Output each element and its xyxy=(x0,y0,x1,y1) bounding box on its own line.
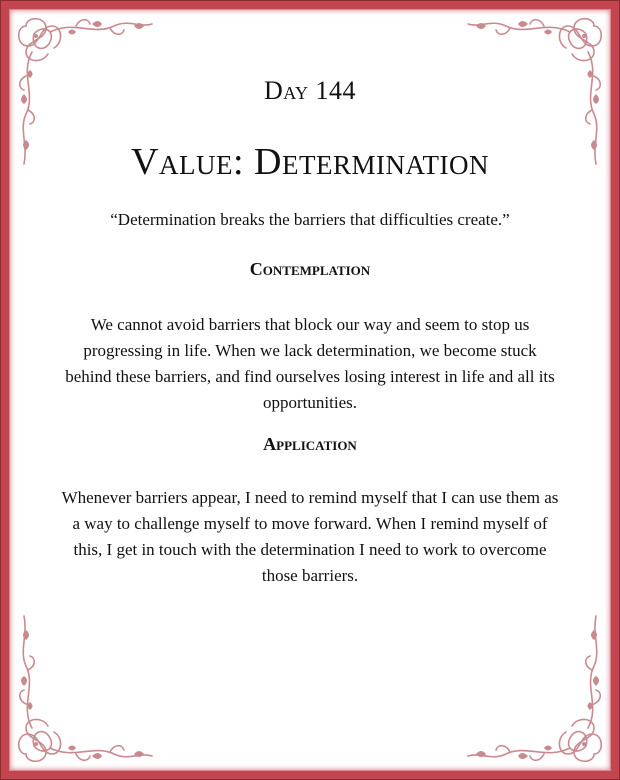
vine-knot-ornament xyxy=(456,601,606,766)
day-number: Day 144 xyxy=(263,76,357,105)
quote: “Determination breaks the barriers that difficulties create.” xyxy=(110,210,510,229)
contemplation-heading: Contemplation xyxy=(249,259,371,279)
application-heading: Application xyxy=(263,434,357,454)
corner-ornament-bottom-left xyxy=(14,601,164,766)
vine-knot-ornament xyxy=(14,601,164,766)
corner-ornament-bottom-right xyxy=(456,601,606,766)
application-text: Whenever barriers appear, I need to remind myself that I can use them as a way to challenge myself to move forward. When I remind myself of this, I get in touch with the determination I need to work to overcome those barriers. xyxy=(61,488,559,585)
contemplation-text: We cannot avoid barriers that block our way and seem to stop us progressing in life. When we lack determination, we become stuck behind these barriers, and find ourselves losing interest in life and all its opportunities. xyxy=(65,315,555,412)
value-title: Value: Determination xyxy=(131,141,489,183)
